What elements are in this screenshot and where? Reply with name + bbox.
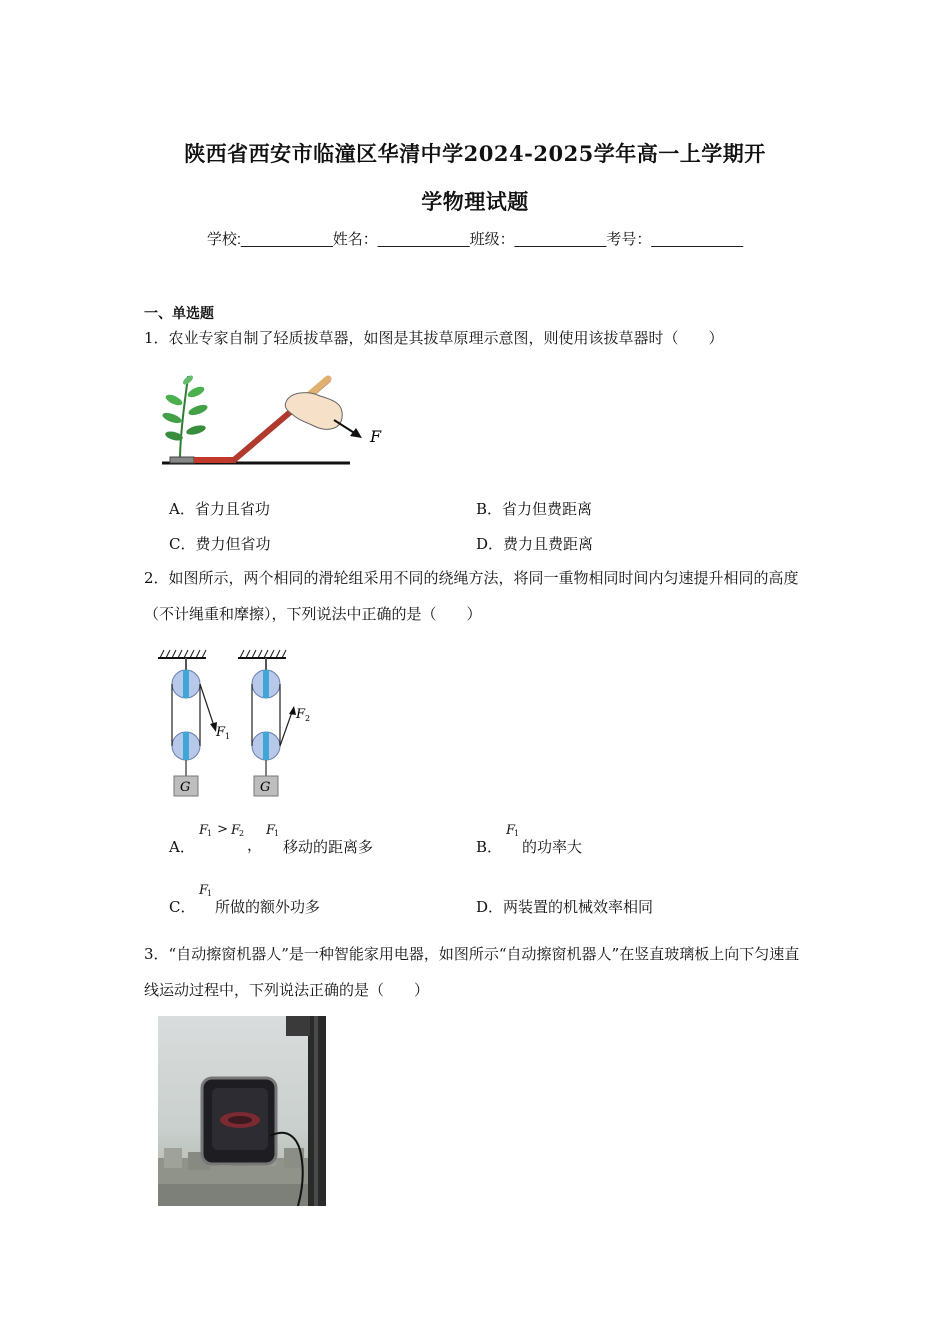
student-info-line: 学校:___________姓名：___________班级：___________考号：___________	[206, 231, 744, 248]
q2-option-b[interactable]: B． F 1 的功率大	[476, 823, 583, 856]
page-title-line2: 学物理试题	[421, 189, 529, 214]
question-3-stem: 3．“自动擦窗机器人”是一种智能家用电器，如图所示“自动擦窗机器人”在竖直玻璃板上向下匀速直线运动过程中，下列说法正确的是（ ）	[144, 945, 800, 999]
q2-option-a[interactable]: A． F 1 > F 2 ， F 1 移动的距离多	[169, 822, 374, 856]
plant-stem	[180, 376, 188, 460]
q1-option-b[interactable]: B．省力但费距离	[476, 500, 593, 518]
f2-label: F	[296, 707, 306, 722]
svg-text:1: 1	[225, 732, 231, 741]
svg-text:G: G	[260, 780, 271, 795]
question-2-stem: 2．如图所示，两个相同的滑轮组采用不同的绕绳方法，将同一重物相同时间内匀速提升相同的高度（不计绳重和摩擦），下列说法中正确的是（ ）	[144, 569, 799, 623]
f1-label: F	[216, 725, 226, 740]
page-title: 陕西省西安市临潼区华清中学2024-2025学年高一上学期开	[184, 141, 766, 166]
pulley-diagram	[154, 646, 324, 798]
q2-option-c[interactable]: C． F 1 所做的额外功多	[169, 883, 321, 916]
window-robot-photo	[158, 1016, 326, 1206]
force-label: F	[370, 427, 382, 446]
q1-option-d[interactable]: D．费力且费距离	[476, 535, 594, 553]
svg-text:G: G	[180, 780, 191, 795]
q1-option-a[interactable]: A．省力且省功	[169, 500, 270, 518]
section-heading: 一、单选题	[144, 305, 214, 321]
svg-text:2: 2	[305, 714, 311, 723]
hand-icon	[285, 393, 342, 430]
lever-base	[194, 457, 236, 463]
q1-option-c[interactable]: C．费力但省功	[169, 535, 271, 553]
weeder-diagram	[158, 372, 398, 472]
q2-option-d[interactable]: D．两装置的机械效率相同	[476, 898, 654, 916]
question-1-stem: 1．农业专家自制了轻质拔草器，如图是其拔草原理示意图，则使用该拔草器时（ ）	[144, 329, 724, 347]
